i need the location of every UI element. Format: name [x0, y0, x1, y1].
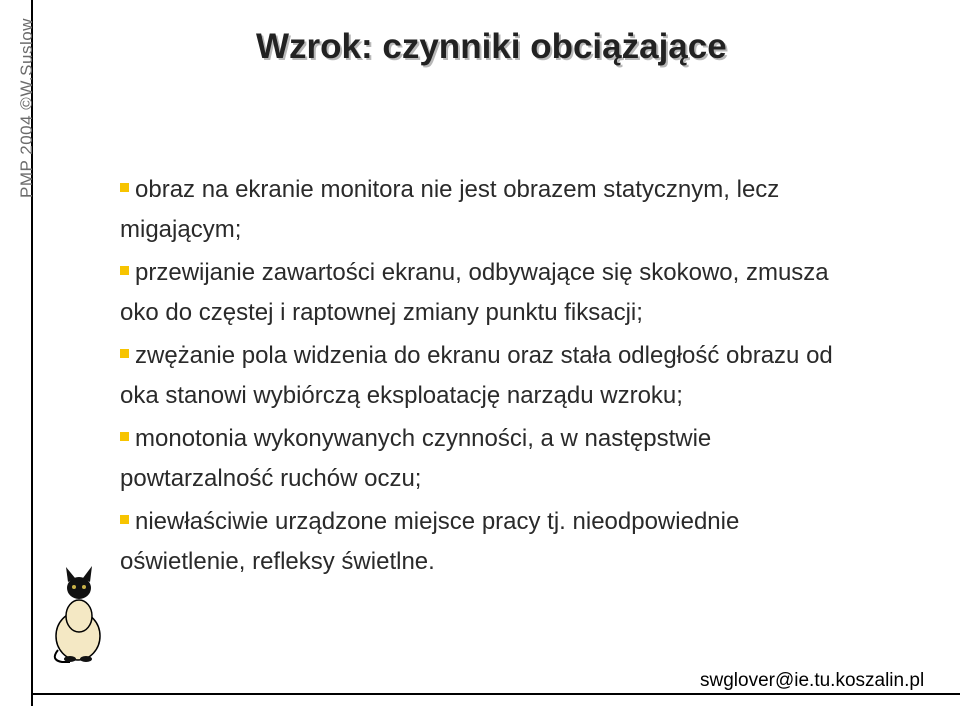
bullet-list: [120, 170, 940, 585]
item-first-line: monotonia wykonywanych czynności, a w następstwie: [135, 425, 712, 452]
item-continuation: oko do częstej i raptownej zmiany punktu fiksacji;: [120, 299, 643, 326]
cat-icon: [48, 558, 108, 663]
bullet-square-icon: [120, 349, 129, 358]
bullet-square-icon: [120, 266, 129, 275]
list-item: [120, 170, 940, 250]
bullet-square-icon: [120, 183, 129, 192]
item-first-line: obraz na ekranie monitora nie jest obrazem statycznym, lecz: [135, 176, 780, 203]
footer-rule: [33, 693, 960, 695]
list-item: [120, 336, 940, 416]
item-continuation: oświetlenie, refleksy świetlne.: [120, 548, 435, 575]
item-continuation: migającym;: [120, 216, 242, 243]
item-first-line: przewijanie zawartości ekranu, odbywające się skokowo, zmusza: [135, 259, 829, 286]
list-item: [120, 253, 940, 333]
item-continuation: powtarzalność ruchów oczu;: [120, 465, 422, 492]
item-first-line: niewłaściwie urządzone miejsce pracy tj. nieodpowiednie: [135, 508, 740, 535]
list-item: [120, 502, 940, 582]
list-item: [120, 419, 940, 499]
slide-title: Wzrok: czynniki obciążające: [256, 27, 727, 66]
side-label: PMP 2004 ©W.Suslow: [17, 18, 36, 198]
item-first-line: zwężanie pola widzenia do ekranu oraz stała odległość obrazu od: [135, 342, 833, 369]
footer-email: swglover@ie.tu.koszalin.pl: [700, 670, 925, 691]
item-continuation: oka stanowi wybiórczą eksploatację narządu wzroku;: [120, 382, 683, 409]
bullet-square-icon: [120, 515, 129, 524]
bullet-square-icon: [120, 432, 129, 441]
